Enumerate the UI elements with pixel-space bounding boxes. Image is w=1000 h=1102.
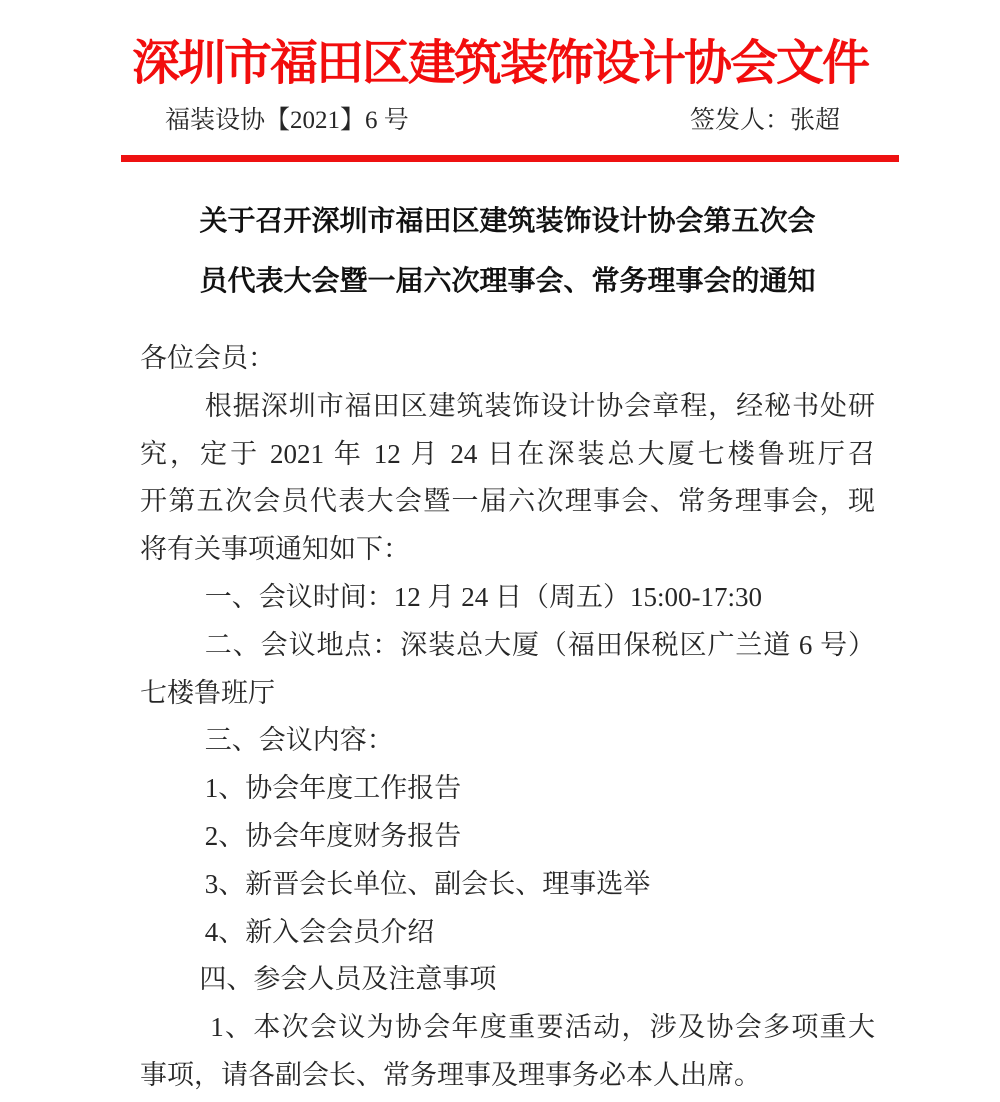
body-text-line: 二、会议地点：深装总大厦（福田保税区广兰道 6 号） (204, 629, 875, 660)
doc-meta-row (165, 104, 840, 138)
body-text-line: 究，定于 2021 年 12 月 24 日在深装总大厦七楼鲁班厅召 (140, 438, 875, 469)
body-text-line: 根据深圳市福田区建筑装饰设计协会章程，经秘书处研 (204, 390, 875, 421)
notice-title-line1: 关于召开深圳市福田区建筑装饰设计协会第五次会 (199, 205, 816, 236)
body-text-line: 七楼鲁班厅 (140, 677, 275, 708)
body-text-line: 各位会员： (140, 343, 275, 373)
body-text-line: 一、会议时间：12 月 24 日（周五）15:00-17:30 (204, 581, 763, 612)
notice-title (140, 191, 875, 311)
red-divider-rule (121, 155, 899, 162)
notice-title-line2: 员代表大会暨一届六次理事会、常务理事会的通知 (199, 265, 816, 296)
body-text-line: 开第五次会员代表大会暨一届六次理事会、常务理事会，现 (140, 486, 875, 517)
org-header-title: 深圳市福田区建筑装饰设计协会文件 (131, 37, 868, 90)
body-text-line: 1、协会年度工作报告 (204, 773, 462, 804)
doc-number: 福装设协【2021】6 号 (165, 107, 409, 134)
body-text-line: 4、新入会会员介绍 (204, 916, 435, 947)
body-text-line: 将有关事项通知如下： (140, 534, 410, 565)
body-text-line: 1、本次会议为协会年度重要活动，涉及协会多项重大 (210, 1012, 875, 1043)
body-text-line: 3、新晋会长单位、副会长、理事选举 (204, 868, 651, 899)
issuer-label: 签发人：张超 (689, 107, 840, 134)
body-text-line: 三、会议内容： (204, 725, 394, 756)
document-body (140, 335, 875, 1100)
body-text-line: 2、协会年度财务报告 (204, 820, 462, 851)
body-text-line: 四、参会人员及注意事项 (199, 964, 497, 995)
body-text-line: 事项，请各副会长、常务理事及理事务必本人出席。 (140, 1059, 761, 1090)
